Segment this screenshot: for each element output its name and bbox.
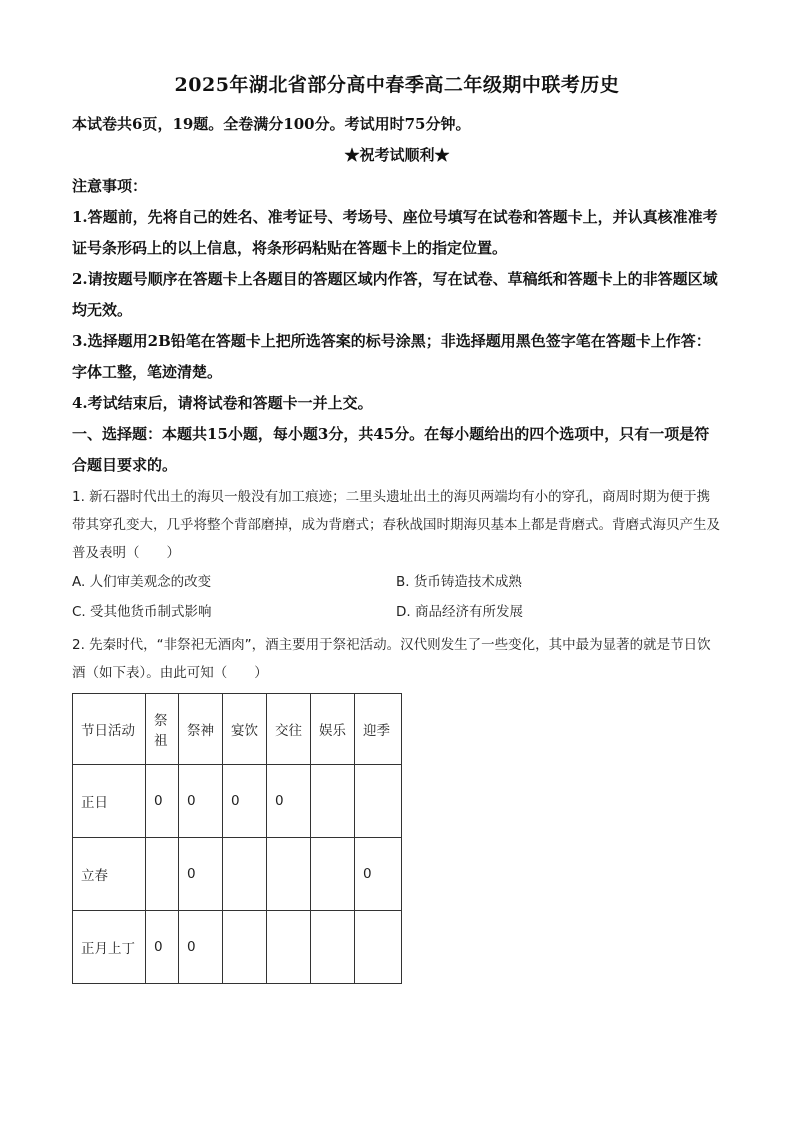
option-a[interactable]: A. 人们审美观念的改变 — [72, 574, 212, 590]
table-cell — [355, 911, 402, 984]
exam-page — [72, 70, 722, 984]
question-stem: 2. 先秦时代，“非祭祀无酒肉”，酒主要用于祭祀活动。汉代则发生了一些变化，其中最为显著的就是节日饮酒（如下表）。由此可知（ ） — [72, 637, 711, 681]
question-1 — [72, 483, 722, 627]
table-row — [73, 911, 402, 984]
notice-item: 2.请按题号顺序在答题卡上各题目的答题区域内作答，写在试卷、草稿纸和答题卡上的非答题区域均无效。 — [72, 270, 718, 319]
option-b[interactable]: B. 货币铸造技术成熟 — [396, 574, 522, 590]
table-header-cell: 祭祖 — [146, 694, 179, 765]
question-2 — [72, 631, 722, 984]
table-cell: 0 — [146, 911, 179, 984]
notice-heading: 注意事项： — [72, 177, 148, 195]
option-c[interactable]: C. 受其他货币制式影响 — [72, 604, 212, 620]
table-cell: 0 — [146, 765, 179, 838]
table-cell: 0 — [179, 838, 223, 911]
table-header-cell: 宴饮 — [223, 694, 267, 765]
option-d[interactable]: D. 商品经济有所发展 — [396, 604, 523, 620]
notice-item: 1.答题前，先将自己的姓名、准考证号、考场号、座位号填写在试卷和答题卡上，并认真核准准考证号条形码上的以上信息，将条形码粘贴在答题卡上的指定位置。 — [72, 208, 718, 257]
exam-intro: 本试卷共6页，19题。全卷满分100分。考试用时75分钟。 — [72, 115, 471, 133]
table-cell — [267, 911, 311, 984]
table-cell — [311, 838, 355, 911]
table-cell — [223, 911, 267, 984]
table-cell: 0 — [179, 765, 223, 838]
section-heading: 一、选择题：本题共15小题，每小题3分，共45分。在每小题给出的四个选项中，只有一项是符合题目要求的。 — [72, 425, 710, 474]
table-cell: 0 — [223, 765, 267, 838]
table-cell: 0 — [267, 765, 311, 838]
festival-table — [72, 693, 402, 984]
option-list — [72, 567, 722, 627]
table-cell: 0 — [179, 911, 223, 984]
table-header-cell: 交往 — [267, 694, 311, 765]
notice-item: 3.选择题用2B铅笔在答题卡上把所选答案的标号涂黑；非选择题用黑色签字笔在答题卡上作答：字体工整，笔迹清楚。 — [72, 332, 711, 381]
table-header-cell: 娱乐 — [311, 694, 355, 765]
blessing-line: ★祝考试顺利★ — [344, 146, 450, 164]
table-header-cell: 迎季 — [355, 694, 402, 765]
table-cell — [311, 911, 355, 984]
table-header-cell: 祭神 — [179, 694, 223, 765]
table-row — [73, 838, 402, 911]
table-row — [73, 765, 402, 838]
exam-title: 2025年湖北省部分高中春季高二年级期中联考历史 — [174, 74, 620, 96]
table-cell: 0 — [355, 838, 402, 911]
table-cell — [146, 838, 179, 911]
table-cell — [311, 765, 355, 838]
table-header-cell: 节日活动 — [73, 694, 146, 765]
notice-item: 4.考试结束后，请将试卷和答题卡一并上交。 — [72, 394, 373, 412]
question-stem: 1. 新石器时代出土的海贝一般没有加工痕迹；二里头遗址出土的海贝两端均有小的穿孔，商周时期为便于携带其穿孔变大，几乎将整个背部磨掉，成为背磨式；春秋战国时期海贝基本上都是背磨式。背磨式海贝产生及普及表明（ ） — [72, 489, 720, 561]
table-cell: 正月上丁 — [73, 911, 146, 984]
table-cell — [267, 838, 311, 911]
table-header-row — [73, 694, 402, 765]
table-cell: 立春 — [73, 838, 146, 911]
table-cell — [223, 838, 267, 911]
table-cell: 正日 — [73, 765, 146, 838]
table-cell — [355, 765, 402, 838]
